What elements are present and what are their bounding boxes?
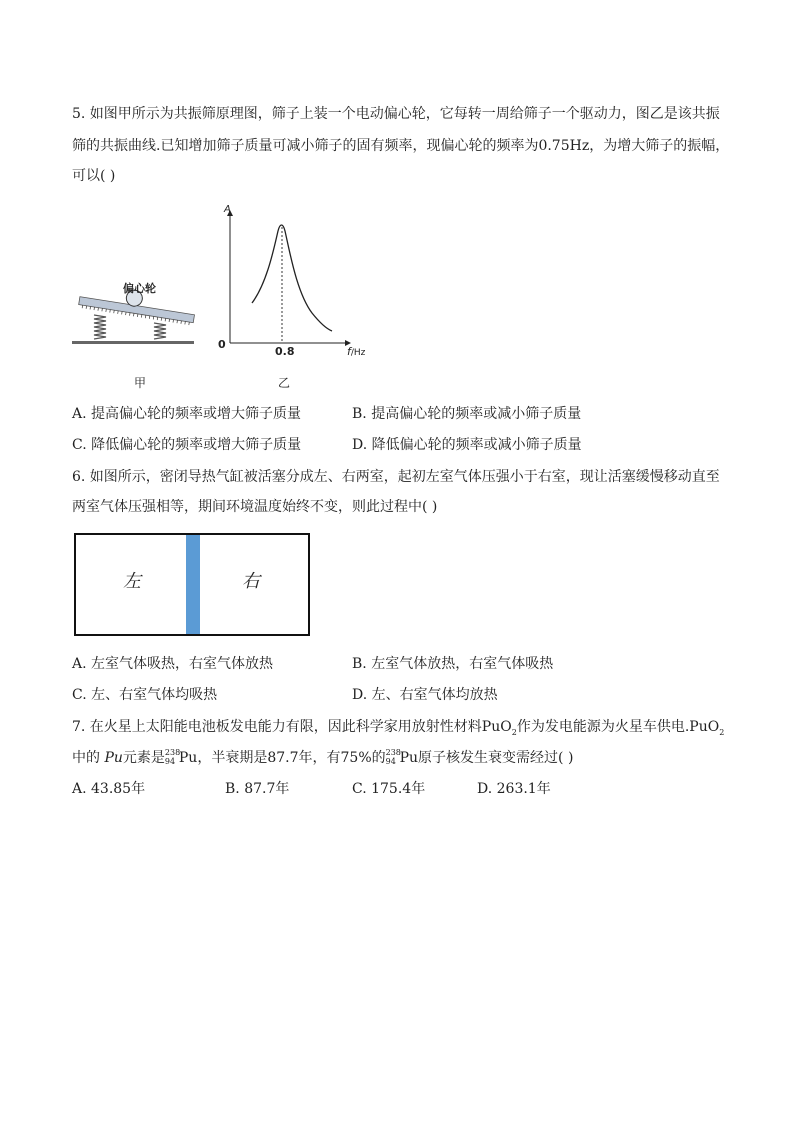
q7-option-d[interactable]: D. 263.1年 <box>477 781 551 797</box>
cylinder-figure <box>74 533 310 636</box>
q5-stem-line1: 5. 如图甲所示为共振筛原理图，筛子上装一个电动偏心轮，它每转一周给筛子一个驱动力，图乙是该共振 <box>72 106 720 122</box>
q5-option-c[interactable]: C. 降低偏心轮的频率或增大筛子质量 <box>72 437 302 453</box>
q5-stem-line2: 筛的共振曲线.已知增加筛子质量可减小筛子的固有频率，现偏心轮的频率为0.75Hz，为增大筛子的振幅， <box>72 138 730 154</box>
q5-option-b[interactable]: B. 提高偏心轮的频率或减小筛子质量 <box>352 406 582 422</box>
q6-option-c[interactable]: C. 左、右室气体均吸热 <box>72 687 218 703</box>
piston <box>186 535 200 634</box>
right-chamber-label: 右 <box>242 571 260 592</box>
x-tick-label: 0.8 <box>275 345 295 358</box>
q7-line1-sub2: 2 <box>719 727 725 737</box>
q6-stem-line2: 两室气体压强相等，期间环境温度始终不变，则此过程中( ) <box>72 499 438 515</box>
q7-option-a[interactable]: A. 43.85年 <box>72 781 146 797</box>
eccentric-wheel-label: 偏心轮 <box>123 282 156 295</box>
isotope-notation-2 <box>386 748 400 768</box>
x-axis-unit: /Hz <box>350 348 366 358</box>
x-axis-f: f <box>347 345 351 358</box>
q7-pu-italic: Pu <box>104 750 123 766</box>
isotope-symbol: Pu <box>178 750 198 766</box>
q7-option-c[interactable]: C. 175.4年 <box>352 781 426 797</box>
x-axis-label <box>347 345 365 358</box>
isotope-atomic-number-2: 94 <box>385 757 396 766</box>
q7-option-b[interactable]: B. 87.7年 <box>225 781 290 797</box>
q7-line2-part-b: 元素是 <box>122 750 165 766</box>
isotope-mass: 238 <box>164 748 181 757</box>
isotope-notation-1 <box>165 748 179 768</box>
q5-option-a[interactable]: A. 提高偏心轮的频率或增大筛子质量 <box>72 406 302 422</box>
q7-stem-line1 <box>72 717 724 743</box>
origin-label: 0 <box>218 338 226 351</box>
q6-option-d[interactable]: D. 左、右室气体均放热 <box>352 687 498 703</box>
q7-line2-part-a: 中的 <box>72 750 105 766</box>
figure-yi-caption: 乙 <box>278 376 291 390</box>
q7-line1-part-a: 7. 在火星上太阳能电池板发电能力有限，因此科学家用放射性材料PuO <box>72 719 512 735</box>
figure-yi-resonance-curve <box>212 203 377 363</box>
q7-stem-line2 <box>72 748 573 768</box>
q7-line2-part-c: ，半衰期是87.7年，有75%的 <box>197 750 386 766</box>
isotope-atomic-number: 94 <box>164 757 176 766</box>
q7-line1-sub1: 2 <box>511 727 517 737</box>
q7-line1-part-b: 作为发电能源为火星车供电.PuO <box>516 719 720 735</box>
q5-option-d[interactable]: D. 降低偏心轮的频率或减小筛子质量 <box>352 437 582 453</box>
q6-option-a[interactable]: A. 左室气体吸热，右室气体放热 <box>72 656 274 672</box>
y-axis-label: A <box>224 204 231 215</box>
q7-line2-part-d: Pu原子核发生衰变需经过( ) <box>399 750 574 766</box>
isotope-mass-2: 238 <box>385 748 401 757</box>
figure-jia-caption: 甲 <box>134 376 147 390</box>
q6-stem-line1: 6. 如图所示，密闭导热气缸被活塞分成左、右两室，起初左室气体压强小于右室，现让活塞缓慢移动直至 <box>72 469 720 485</box>
q6-option-b[interactable]: B. 左室气体放热，右室气体吸热 <box>352 656 554 672</box>
q5-stem-line3: 可以( ) <box>72 168 116 184</box>
left-chamber-label: 左 <box>123 571 141 592</box>
